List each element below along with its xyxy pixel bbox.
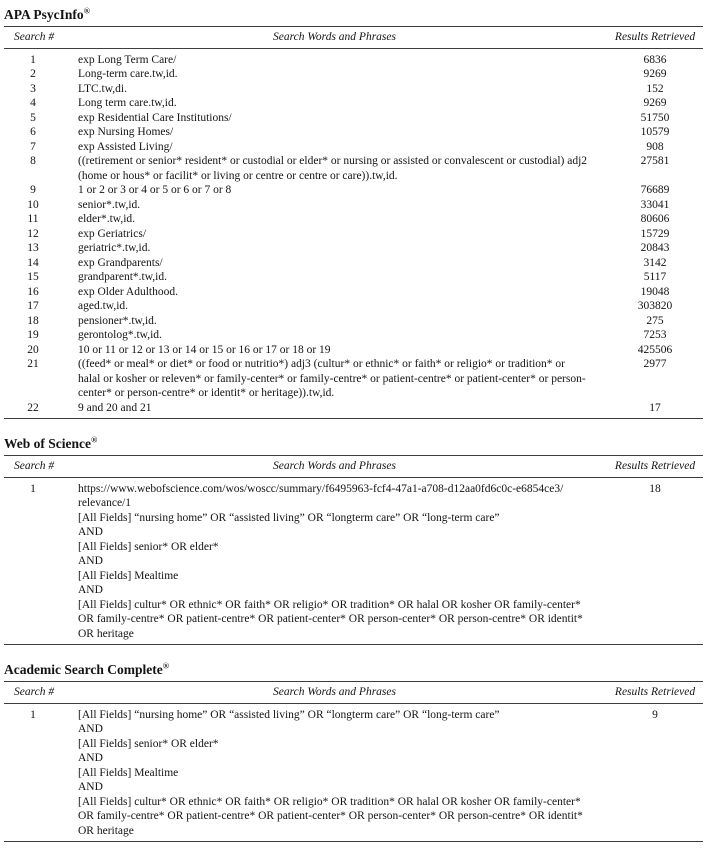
search-phrase-line: https://www.webofscience.com/wos/woscc/summary/f6495963-fcf4-47a1-a708-d12aa0fd6c0c-e6854ce3/ (78, 482, 564, 495)
section-title (4, 436, 703, 452)
search-phrase-line: AND (78, 584, 103, 596)
search-phrase-line: exp Nursing Homes/ (78, 126, 174, 138)
search-phrase-line: AND (78, 526, 103, 538)
table-row (4, 140, 703, 155)
results-retrieved-cell: 275 (646, 314, 664, 327)
search-phrase-line: exp Geriatrics/ (78, 227, 147, 240)
section-title (4, 662, 703, 678)
results-retrieved-cell: 15729 (640, 227, 670, 240)
search-phrase-line: 10 or 11 or 12 or 13 or 14 or 15 or 16 or 17 or 18 or 19 (78, 343, 331, 356)
table-header-row (4, 456, 703, 478)
search-strategy-table (4, 681, 703, 842)
search-phrase-line: Long-term care.tw,id. (78, 68, 178, 80)
search-number-cell: 13 (27, 242, 39, 254)
search-phrase-line: AND (78, 781, 103, 793)
table-header-row (4, 682, 703, 704)
column-header-search-number: Search # (14, 460, 55, 472)
results-retrieved-cell: 6836 (643, 53, 667, 66)
search-number-cell: 10 (27, 198, 39, 211)
search-phrase-cell (62, 256, 607, 271)
search-phrase-cell (62, 241, 607, 256)
search-phrase-cell (62, 270, 607, 285)
results-retrieved-cell: 425506 (637, 343, 673, 356)
table-row (4, 198, 703, 213)
table-row (4, 241, 703, 256)
search-phrase-line: pensioner*.tw,id. (78, 314, 157, 327)
table-row (4, 299, 703, 314)
registered-trademark-symbol: ® (91, 434, 98, 445)
search-number-cell: 15 (27, 271, 39, 283)
table-row (4, 343, 703, 358)
search-phrase-line: [All Fields] “nursing home” OR “assisted living” OR “longterm care” OR “long-term care” (78, 708, 500, 721)
search-number-cell: 14 (27, 256, 39, 269)
section-title (4, 7, 703, 23)
table-row (4, 401, 703, 416)
results-retrieved-cell: 80606 (640, 213, 670, 225)
search-number-cell: 22 (27, 401, 39, 414)
search-phrase-line: LTC.tw,di. (78, 82, 127, 95)
results-retrieved-cell: 7253 (643, 329, 667, 341)
search-phrase-cell (62, 183, 607, 198)
table-row (4, 256, 703, 271)
table-row (4, 111, 703, 126)
section-title-text: APA PsycInfo (4, 7, 84, 22)
search-phrase-line: center* or person-centre* or identit* or heritage)).tw,id. (78, 387, 335, 399)
search-phrase-cell (62, 82, 607, 97)
table-row (4, 183, 703, 198)
search-number-cell: 18 (27, 314, 39, 327)
results-retrieved-cell: 76689 (640, 184, 670, 196)
table-row (4, 154, 703, 183)
table-row (4, 270, 703, 285)
search-phrase-line: exp Older Adulthood. (78, 285, 178, 298)
search-phrase-cell (62, 67, 607, 82)
search-phrase-cell (62, 154, 607, 183)
database-section (4, 662, 703, 842)
column-header-search-words: Search Words and Phrases (273, 31, 396, 43)
results-retrieved-cell: 908 (646, 140, 664, 153)
search-number-cell: 3 (30, 82, 36, 95)
search-number-cell: 16 (27, 285, 39, 298)
column-header-search-words: Search Words and Phrases (273, 686, 396, 698)
search-phrase-line: geriatric*.tw,id. (78, 242, 151, 254)
search-phrase-line: 9 and 20 and 21 (78, 401, 152, 414)
search-phrase-line: OR heritage (78, 627, 134, 640)
search-number-cell: 5 (30, 111, 36, 124)
table-body (4, 478, 703, 646)
search-number-cell: 20 (27, 343, 39, 356)
search-number-cell: 21 (27, 358, 39, 370)
search-phrase-cell (62, 343, 607, 358)
search-phrase-cell (62, 212, 607, 227)
search-phrase-line: OR heritage (78, 824, 134, 837)
search-phrase-line: halal or kosher or releven* or family-center* or family-centre* or patient-centre* or patient-center* or person- (78, 372, 586, 385)
search-phrase-cell (62, 198, 607, 213)
search-phrase-cell (62, 482, 607, 642)
search-phrase-line: exp Long Term Care/ (78, 53, 177, 66)
search-strategy-table (4, 455, 703, 645)
database-section (4, 436, 703, 645)
search-phrase-line: ((retirement or senior* resident* or custodial or elder* or nursing or assisted or convalescent or custodial) adj2 (78, 155, 588, 167)
table-row (4, 212, 703, 227)
search-number-cell: 7 (30, 140, 36, 153)
search-phrase-line: [All Fields] cultur* OR ethnic* OR faith* OR religio* OR tradition* OR halal OR kosher OR family-center* (78, 598, 581, 611)
search-phrase-cell (62, 299, 607, 314)
search-phrase-line: aged.tw,id. (78, 300, 129, 312)
search-phrase-cell (62, 285, 607, 300)
search-phrase-line: ((feed* or meal* or diet* or food or nutritio*) adj3 (cultur* or ethnic* or faith* or religio* or tradition* or (78, 358, 566, 370)
search-phrase-line: gerontolog*.tw,id. (78, 329, 162, 341)
search-phrase-line: (home or hous* or facilit* or living or centre or centre or care)).tw,id. (78, 169, 398, 182)
search-phrase-line: [All Fields] “nursing home” OR “assisted living” OR “longterm care” OR “long-term care” (78, 511, 500, 524)
table-row (4, 67, 703, 82)
search-phrase-line: elder*.tw,id. (78, 213, 136, 225)
search-phrase-line: AND (78, 555, 103, 567)
registered-trademark-symbol: ® (83, 5, 90, 16)
table-body (4, 704, 703, 843)
results-retrieved-cell: 33041 (640, 198, 670, 211)
results-retrieved-cell: 303820 (637, 300, 673, 312)
search-phrase-cell (62, 53, 607, 68)
column-header-search-number: Search # (14, 686, 55, 698)
search-number-cell: 6 (30, 126, 36, 138)
table-row (4, 314, 703, 329)
search-number-cell: 1 (30, 482, 36, 495)
results-retrieved-cell: 27581 (640, 155, 670, 167)
search-number-cell: 17 (27, 300, 39, 312)
results-retrieved-cell: 9 (652, 708, 658, 721)
results-retrieved-cell: 18 (649, 482, 661, 495)
search-phrase-line: OR family-centre* OR patient-centre* OR patient-center* OR person-center* OR person-centre* OR identit* (78, 613, 583, 625)
table-row (4, 357, 703, 401)
table-row (4, 285, 703, 300)
search-phrase-line: relevance/1 (78, 497, 131, 509)
section-title-text: Web of Science (4, 436, 91, 451)
table-row (4, 53, 703, 68)
section-title-text: Academic Search Complete (4, 662, 163, 677)
database-section (4, 7, 703, 419)
table-body (4, 49, 703, 420)
results-retrieved-cell: 5117 (643, 271, 667, 283)
search-number-cell: 12 (27, 227, 39, 240)
search-phrase-cell (62, 125, 607, 140)
search-phrase-cell (62, 314, 607, 329)
search-phrase-line: [All Fields] cultur* OR ethnic* OR faith* OR religio* OR tradition* OR halal OR kosher OR family-center* (78, 795, 581, 808)
search-number-cell: 2 (30, 68, 36, 80)
search-phrase-cell (62, 111, 607, 126)
column-header-results-retrieved: Results Retrieved (614, 686, 696, 698)
results-retrieved-cell: 152 (646, 82, 664, 95)
results-retrieved-cell: 17 (649, 401, 661, 414)
search-phrase-line: senior*.tw,id. (78, 198, 141, 211)
search-phrase-cell (62, 708, 607, 839)
search-phrase-line: [All Fields] senior* OR elder* (78, 737, 219, 750)
search-phrase-line: grandparent*.tw,id. (78, 271, 167, 283)
results-retrieved-cell: 9269 (643, 97, 667, 109)
search-phrase-cell (62, 328, 607, 343)
table-row (4, 328, 703, 343)
search-phrase-cell (62, 96, 607, 111)
search-phrase-cell (62, 357, 607, 401)
search-phrase-line: exp Assisted Living/ (78, 140, 173, 153)
search-number-cell: 9 (30, 184, 36, 196)
search-number-cell: 8 (30, 155, 36, 167)
search-phrase-line: AND (78, 752, 103, 764)
column-header-results-retrieved: Results Retrieved (614, 31, 696, 43)
search-phrase-line: AND (78, 723, 103, 735)
results-retrieved-cell: 10579 (640, 126, 670, 138)
results-retrieved-cell: 19048 (640, 285, 670, 298)
results-retrieved-cell: 51750 (640, 111, 670, 124)
search-number-cell: 1 (30, 708, 36, 721)
results-retrieved-cell: 3142 (643, 256, 667, 269)
search-phrase-line: exp Residential Care Institutions/ (78, 111, 232, 124)
search-number-cell: 4 (30, 97, 36, 109)
table-row (4, 96, 703, 111)
search-strategy-table (4, 26, 703, 419)
search-phrase-line: Long term care.tw,id. (78, 97, 177, 109)
results-retrieved-cell: 20843 (640, 242, 670, 254)
table-row (4, 708, 703, 839)
table-row (4, 227, 703, 242)
table-row (4, 125, 703, 140)
column-header-search-words: Search Words and Phrases (273, 460, 396, 472)
search-number-cell: 11 (27, 213, 39, 225)
table-row (4, 482, 703, 642)
column-header-results-retrieved: Results Retrieved (614, 460, 696, 472)
search-number-cell: 1 (30, 53, 36, 66)
search-phrase-line: [All Fields] senior* OR elder* (78, 540, 219, 553)
search-number-cell: 19 (27, 329, 39, 341)
search-phrase-line: [All Fields] Mealtime (78, 766, 179, 779)
search-phrase-line: 1 or 2 or 3 or 4 or 5 or 6 or 7 or 8 (78, 184, 232, 196)
search-phrase-cell (62, 401, 607, 416)
table-row (4, 82, 703, 97)
search-phrase-line: exp Grandparents/ (78, 256, 163, 269)
registered-trademark-symbol: ® (162, 660, 170, 671)
search-phrase-line: OR family-centre* OR patient-centre* OR patient-center* OR person-center* OR person-centre* OR identit* (78, 810, 583, 822)
search-phrase-line: [All Fields] Mealtime (78, 569, 179, 582)
table-header-row (4, 27, 703, 49)
search-phrase-cell (62, 227, 607, 242)
results-retrieved-cell: 2977 (643, 358, 667, 370)
column-header-search-number: Search # (14, 31, 55, 43)
results-retrieved-cell: 9269 (643, 68, 667, 80)
search-phrase-cell (62, 140, 607, 155)
